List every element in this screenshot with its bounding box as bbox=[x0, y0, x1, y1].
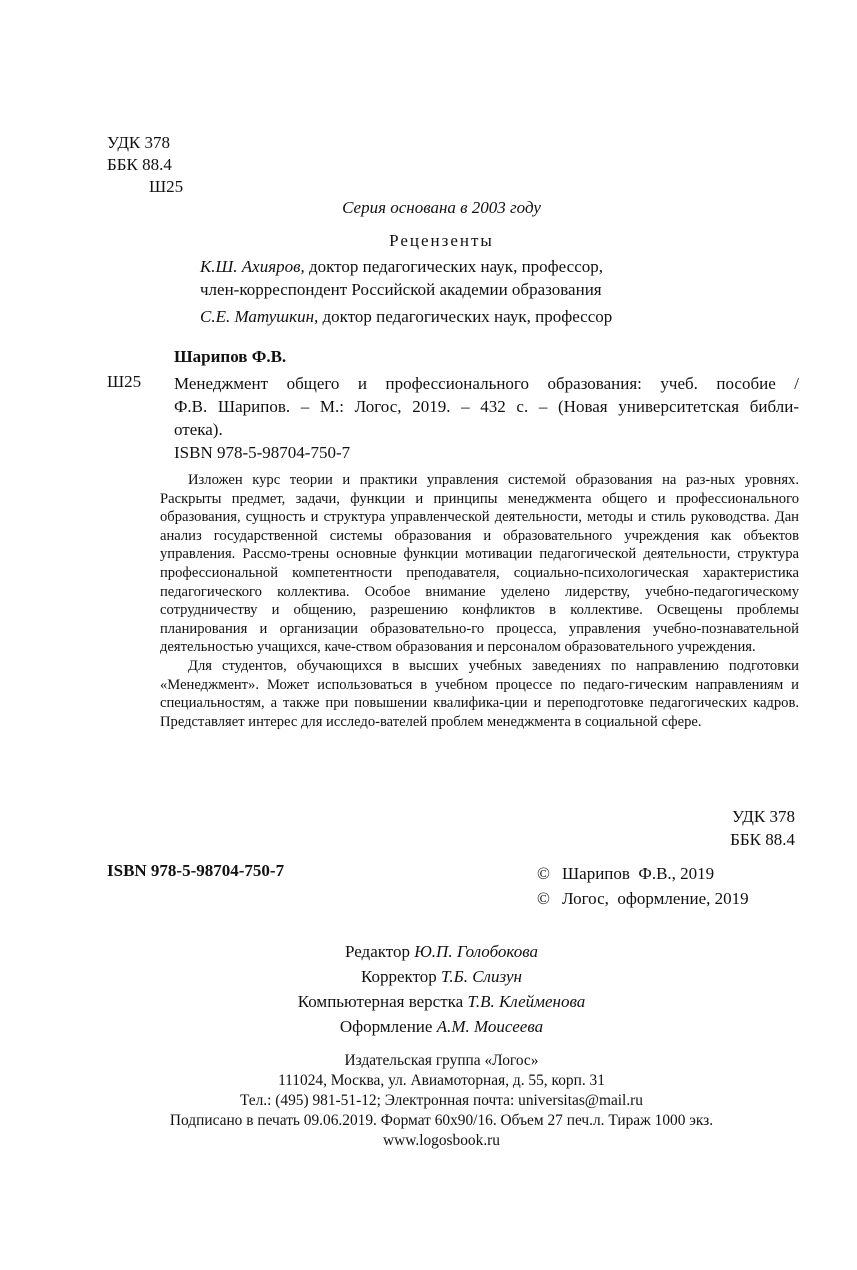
reviewer-2 bbox=[200, 305, 612, 328]
book-author: Шарипов Ф.В. bbox=[174, 347, 287, 366]
annotation-paragraph-2: Для студентов, обучающихся в высших учебных заведениях по направлению подготовки «Менеджмент». Может использоваться в учебном процессе по педаго-гическим направлениям и специальностям, а также при повышении квалифика-ции и переподготовке педагогических кадров. Представляет интерес для исследо-вателей проблем менеджмента в социальной сфере. bbox=[160, 657, 799, 730]
annotation bbox=[160, 471, 799, 731]
publisher-website: www.logosbook.ru bbox=[383, 1132, 500, 1149]
classification-codes-right bbox=[700, 805, 795, 851]
bbk-code: ББК 88.4 bbox=[107, 155, 172, 174]
editorial-staff bbox=[0, 939, 857, 1039]
publisher-name: Издательская группа «Логос» bbox=[344, 1052, 539, 1069]
copyright-author: Шарипов Ф.В., 2019 bbox=[562, 864, 715, 883]
udk-code: УДК 378 bbox=[107, 133, 171, 152]
series-note: Серия основана в 2003 году bbox=[342, 198, 541, 217]
reviewer-1-title: доктор педагогических наук, профессор, bbox=[304, 257, 603, 276]
reviewers-title: Рецензенты bbox=[389, 231, 494, 250]
staff-design: Оформление А.М. Моисеева bbox=[339, 1017, 544, 1036]
author-mark: Ш25 bbox=[149, 177, 184, 196]
annotation-paragraph-1: Изложен курс теории и практики управления системой образования на раз-ных уровнях. Раскрыты предмет, задачи, функции и принципы менеджмента общего и профессионального образования, сущность и структура управленческой деятельности, методы и стиль руководства. Дан анализ государственной системы образования и образовательного учреждения как объектов управления. Рассмо-трены основные функции мотивации педагогической деятельности, структура профессиональной компетентности преподавателя, социально-психологическая характеристика педагогического коллектива. Особое внимание уделено лидерству, учебно-педагогическому сотрудничеству и общению, разрешению конфликтов в коллективе. Освещены проблемы планирования и организации образовательно-го процесса, управления учебно-познавательной деятельностью учащихся, каче-ством образования и персоналом образовательного учреждения. bbox=[160, 472, 799, 656]
copyright-symbol: © bbox=[537, 889, 550, 908]
bib-line-2: Ф.В. Шарипов. – М.: Логос, 2019. – 432 с. – (Новая университетская библи- bbox=[174, 397, 799, 416]
reviewer-2-title: доктор педагогических наук, профессор bbox=[318, 307, 613, 326]
copyright-symbol: © bbox=[537, 864, 550, 883]
staff-editor: Редактор Ю.П. Голобокова bbox=[345, 942, 538, 961]
staff-proofreader: Корректор Т.Б. Слизун bbox=[361, 967, 522, 986]
publisher-info bbox=[0, 1051, 857, 1151]
bib-index: Ш25 bbox=[107, 372, 142, 391]
classification-codes bbox=[107, 132, 183, 198]
copyright-block bbox=[537, 861, 749, 911]
bbk-code-right: ББК 88.4 bbox=[730, 830, 795, 849]
isbn: ISBN 978-5-98704-750-7 bbox=[107, 861, 285, 880]
reviewer-2-name: С.Е. Матушкин, bbox=[200, 307, 319, 326]
print-info: Подписано в печать 09.06.2019. Формат 60x90/16. Объем 27 печ.л. Тираж 1000 экз. bbox=[169, 1112, 714, 1129]
udk-code-right: УДК 378 bbox=[731, 807, 795, 826]
staff-layout: Компьютерная верстка Т.В. Клейменова bbox=[297, 992, 586, 1011]
bibliographic-record bbox=[174, 372, 799, 464]
reviewer-1-name: К.Ш. Ахияров, bbox=[200, 257, 305, 276]
publisher-address: 111024, Москва, ул. Авиамоторная, д. 55, корп. 31 bbox=[278, 1072, 605, 1089]
bib-isbn: ISBN 978-5-98704-750-7 bbox=[174, 443, 351, 462]
copyright-design: Логос, оформление, 2019 bbox=[562, 889, 749, 908]
reviewer-1-title-cont: член-корреспондент Российской академии образования bbox=[200, 280, 602, 299]
bib-line-1: Менеджмент общего и профессионального образования: учеб. пособие / bbox=[174, 374, 799, 393]
bib-line-3: отека). bbox=[174, 420, 223, 439]
reviewer-1 bbox=[200, 255, 603, 301]
publisher-contacts: Тел.: (495) 981-51-12; Электронная почта: universitas@mail.ru bbox=[239, 1092, 644, 1109]
